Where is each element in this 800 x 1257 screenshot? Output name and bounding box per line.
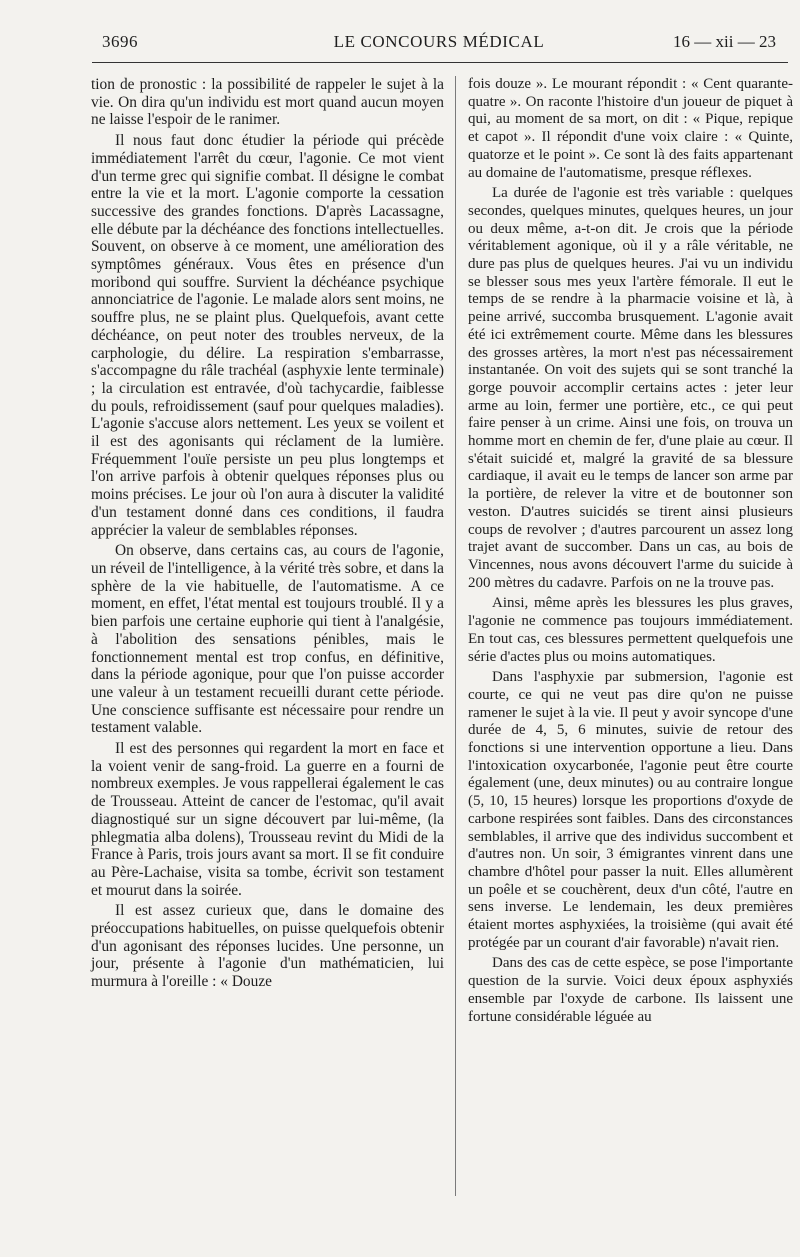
header-rule <box>92 62 788 63</box>
paragraph: Ainsi, même après les blessures les plus graves, l'agonie ne commence pas toujours immédiatement. En tout cas, ces blessures permettent quelquefois une série d'actes plus ou moins automatiques. <box>468 595 793 665</box>
left-column <box>91 76 444 991</box>
paragraph: Il nous faut donc étudier la période qui précède immédiatement l'arrêt du cœur, l'agonie. Ce mot vient d'un terme grec qui signifie combat. Il désigne le combat entre la vie et la mort. L'agonie comporte la cessation successive des grandes fonctions. D'après Lacassagne, elle débute par la déchéance des fonctions intellectuelles. Souvent, on observe à ce moment, une amélioration des symptômes généraux. Vous êtes en présence d'un moribond qui souffre. Survient la déchéance psychique annonciatrice de l'agonie. Le malade alors sent moins, ne souffre plus, ne se plaint plus. Quelquefois, avant cette déchéance, on peut noter des troubles nerveux, de la carphologie, du délire. La respiration s'embarrasse, s'accompagne du râle trachéal (asphyxie lente terminale) ; la circulation est entravée, d'où tachycardie, faiblesse du pouls, refroidissement (sauf pour quelques maladies). L'agonie s'accuse alors nettement. Les yeux se voilent et il est des agonisants qui réclament de la lumière. Fréquemment l'ouïe persiste un peu plus longtemps et l'on arrive parfois à obtenir quelques réponses plus ou moins précises. Le jour où l'on aura à discuter la validité d'un testament donné dans ces conditions, il faudra apprécier la valeur de semblables réponses. <box>91 132 444 539</box>
issue-date: 16 — xii — 23 <box>673 32 776 51</box>
column-divider <box>455 76 456 1196</box>
right-column <box>468 76 793 1026</box>
paragraph: Il est assez curieux que, dans le domaine des préoccupations habituelles, on puisse quelquefois obtenir d'un agonisant des réponses lucides. Une personne, un jour, présente à l'agonie d'un mathématicien, lui murmura à l'oreille : « Douze <box>91 902 444 991</box>
page-number: 3696 <box>102 32 138 51</box>
paragraph: Il est des personnes qui regardent la mort en face et la voient venir de sang-froid. La guerre en a fourni de nombreux exemples. Je vous rappellerai également le cas de Trousseau. Atteint de cancer de l'estomac, qu'il avait diagnostiqué sur un signe découvert par lui-même, (la phlegmatia alba dolens), Trousseau revint du Midi de la France à Paris, trois jours avant sa mort. Il se fit conduire au Père-Lachaise, visita sa tombe, écrivit son testament et mourut dans la soirée. <box>91 740 444 899</box>
paragraph: On observe, dans certains cas, au cours de l'agonie, un réveil de l'intelligence, à la vérité très sobre, et dans la sphère de la vie habituelle, de l'automatisme. A ce moment, en effet, l'état mental est toujours troublé. Il y a bien parfois une certaine euphorie qui tient à l'analgésie, à l'abolition des sensations pénibles, mais le fonctionnement mental est trop confus, en définitive, dans la période agonique, pour que l'on puisse accorder une valeur à un testament recueilli durant cette période. Une conscience suffisante est nécessaire pour rendre un testament valable. <box>91 542 444 737</box>
paragraph: fois douze ». Le mourant répondit : « Cent quarante-quatre ». On raconte l'histoire d'un joueur de piquet à qui, au moment de sa mort, on dit : « Pique, repique et capot ». Il répondit d'une voix claire : « Quinte, quatorze et le point ». Ce sont là des faits appartenant au domaine de l'automatisme, presque réflexes. <box>468 76 793 181</box>
paragraph: La durée de l'agonie est très variable : quelques secondes, quelques minutes, quelques heures, un jour ou deux même, a-t-on dit. Je crois que la période véritablement agonique, où il y a râle véritable, ne dure pas plus de quelques heures. J'ai vu un individu se blesser sous mes yeux l'artère fémorale. Il eut le temps de se rendre à la pharmacie voisine et là, à peine arrivé, succomba brusquement. L'agonie avait été ici extrêmement courte. Même dans les blessures des grosses artères, la mort n'est pas nécessairement instantanée. On voit des sujets qui se sont tranché la gorge pouvoir accomplir certains actes : jeter leur arme au loin, fermer une portière, etc., ce qui peut faire penser à un crime. Ainsi une fois, on trouva un homme mort en chemin de fer, d'une plaie au cœur. Il s'était suicidé et, malgré la gravité de sa blessure cardiaque, il avait eu le temps de lancer son arme par la portière, de relever la vitre et de boutonner son veston. D'autres suicidés se tirent ainsi plusieurs coups de revolver ; d'autres parcourent un assez long trajet avant de succomber. Dans un cas, au bois de Vincennes, nous avons découvert l'arme du suicide à 200 mètres du cadavre. Parfois on ne la trouve pas. <box>468 185 793 591</box>
paragraph: tion de pronostic : la possibilité de rappeler le sujet à la vie. On dira qu'un individu est mort quand aucun moyen ne laisse l'espoir de le ranimer. <box>91 76 444 129</box>
paragraph: Dans des cas de cette espèce, se pose l'importante question de la survie. Voici deux époux asphyxiés ensemble par l'oxyde de carbone. Ils laissent une fortune considérable léguée au <box>468 955 793 1025</box>
paragraph: Dans l'asphyxie par submersion, l'agonie est courte, ce qui ne veut pas dire qu'on ne puisse ramener le sujet à la vie. Il peut y avoir syncope d'une durée de 4, 5, 6 minutes, suivie de retour des fonctions si une intervention opportune a lieu. Dans l'intoxication oxycarbonée, l'agonie peut être courte également (une, deux minutes) ou au contraire longue (5, 10, 15 heures) lorsque les proportions d'oxyde de carbone respirées sont faibles. Dans des circonstances semblables, il arrive que des individus succombent et d'autres non. Un soir, 3 émigrantes vinrent dans une chambre d'hôtel pour passer la nuit. Elles allumèrent un poêle et se couchèrent, deux d'un côté, l'autre en sens inverse. Le lendemain, les deux premières étaient mortes asphyxiées, la troisième (qui avait été protégée par un courant d'air favorable) n'avait rien. <box>468 669 793 951</box>
running-header <box>92 30 786 58</box>
journal-title: LE CONCOURS MÉDICAL <box>333 32 545 51</box>
